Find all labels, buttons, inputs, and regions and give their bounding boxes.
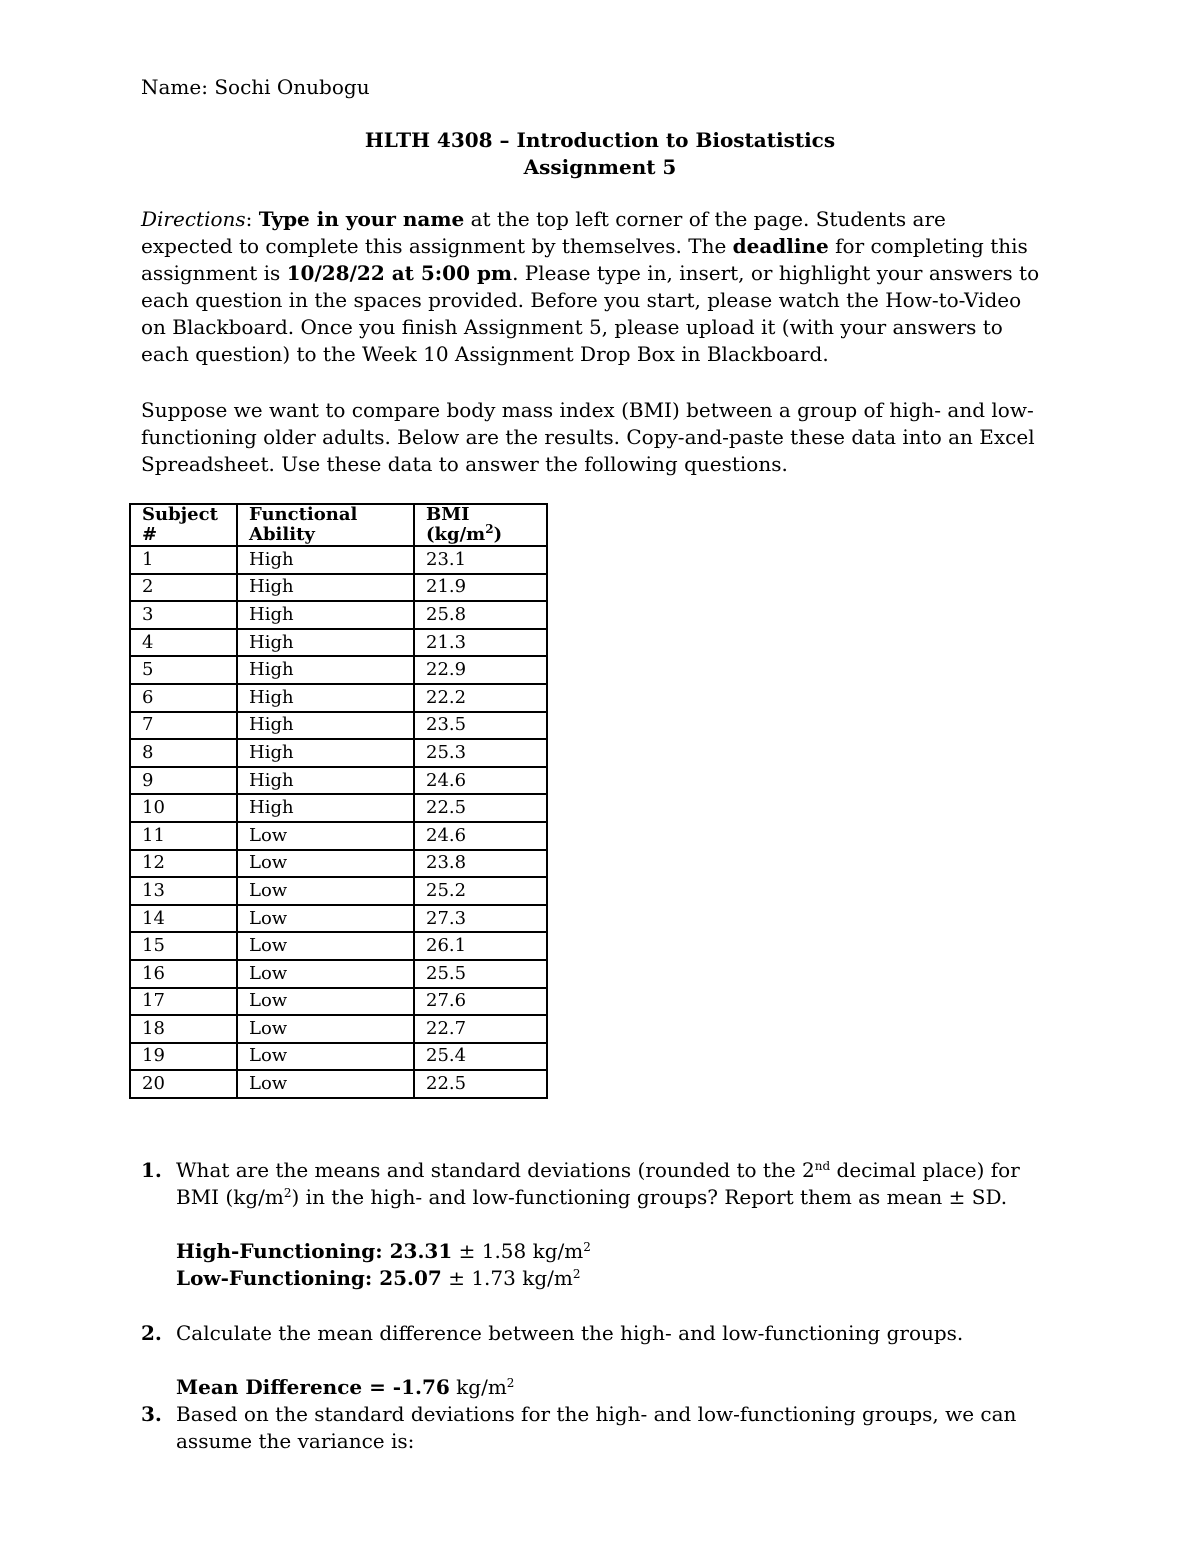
course-title: HLTH 4308 – Introduction to Biostatistics: [364, 128, 836, 152]
cell-functional-ability: High: [237, 712, 414, 740]
cell-subject: 2: [130, 574, 237, 602]
answer-value: kg/m: [449, 1375, 507, 1399]
directions-bold-name: Type in your name: [258, 207, 465, 231]
table-header-row: [130, 504, 547, 546]
question-number: 1.: [141, 1158, 162, 1182]
directions-bold-date: 10/28/22 at 5:00 pm: [286, 261, 513, 285]
cell-functional-ability: High: [237, 546, 414, 574]
cell-functional-ability: Low: [237, 1070, 414, 1098]
cell-bmi: 23.1: [414, 546, 547, 574]
cell-functional-ability: High: [237, 684, 414, 712]
question-1: [141, 1157, 1041, 1292]
cell-subject: 20: [130, 1070, 237, 1098]
question-number: 3.: [141, 1402, 162, 1426]
cell-subject: 4: [130, 629, 237, 657]
cell-subject: 17: [130, 988, 237, 1016]
cell-subject: 12: [130, 850, 237, 878]
cell-bmi: 26.1: [414, 932, 547, 960]
student-name: Name: Sochi Onubogu: [141, 75, 370, 99]
cell-bmi: 22.5: [414, 794, 547, 822]
cell-bmi: 27.3: [414, 905, 547, 933]
cell-subject: 9: [130, 767, 237, 795]
table-row: [130, 822, 547, 850]
cell-bmi: 22.7: [414, 1015, 547, 1043]
table-row: [130, 850, 547, 878]
question-text: Based on the standard deviations for the high- and low-functioning groups, we can assume the variance is:: [176, 1402, 1017, 1453]
intro-paragraph: Suppose we want to compare body mass index (BMI) between a group of high- and low-functioning older adults. Below are the results. Copy-and-paste these data into an Excel Spreadsheet. Use these data to answer the following questions.: [141, 398, 1035, 476]
cell-subject: 6: [130, 684, 237, 712]
cell-bmi: 21.3: [414, 629, 547, 657]
cell-functional-ability: Low: [237, 877, 414, 905]
table-row: [130, 684, 547, 712]
answer-value: ± 1.58 kg/m: [452, 1239, 584, 1263]
directions-text: . Please type in, insert, or highlight your answers to each question in the spaces provided. Before you start, please watch the How-to-Video on Blackboard. Once you finish Assignment 5, please upload it (with your answers to each question) to the Week 10 Assignment Drop Box in Blackboard.: [141, 261, 1040, 366]
directions-bold-deadline: deadline: [732, 234, 829, 258]
q1-text-part: What are the means and standard deviations (rounded to the 2: [176, 1158, 815, 1182]
q1-sup: nd: [814, 1159, 831, 1173]
directions-text: at the top left corner of the page. Students are expected to complete this assignment by themselves. The: [141, 207, 946, 258]
table-body: [130, 546, 547, 1098]
question-text: Calculate the mean difference between the high- and low-functioning groups.: [176, 1321, 964, 1345]
directions-paragraph: [141, 206, 1041, 368]
answer-low: [176, 1265, 1041, 1292]
assignment-number: Assignment 5: [523, 155, 677, 179]
cell-bmi: 24.6: [414, 767, 547, 795]
cell-functional-ability: Low: [237, 988, 414, 1016]
answer-mean-difference: [176, 1374, 1041, 1401]
cell-bmi: 22.9: [414, 656, 547, 684]
cell-bmi: 23.8: [414, 850, 547, 878]
cell-bmi: 22.2: [414, 684, 547, 712]
cell-subject: 19: [130, 1043, 237, 1071]
cell-subject: 1: [130, 546, 237, 574]
table-row: [130, 988, 547, 1016]
q1-sup: 2: [283, 1186, 292, 1200]
directions-text: :: [245, 207, 259, 231]
table-row: [130, 877, 547, 905]
q1-text-part: decimal place) for BMI (kg/m: [176, 1158, 1020, 1209]
cell-functional-ability: High: [237, 767, 414, 795]
cell-bmi: 21.9: [414, 574, 547, 602]
cell-subject: 18: [130, 1015, 237, 1043]
table-row: [130, 739, 547, 767]
cell-subject: 11: [130, 822, 237, 850]
answer-label: Mean Difference = -1.76: [176, 1375, 450, 1399]
header-functional-ability: Functional Ability: [237, 504, 414, 546]
cell-functional-ability: Low: [237, 850, 414, 878]
table-row: [130, 1070, 547, 1098]
answer-label: High-Functioning: 23.31: [176, 1239, 453, 1263]
question-3: [141, 1401, 1041, 1455]
cell-subject: 13: [130, 877, 237, 905]
answer-value: ± 1.73 kg/m: [441, 1266, 573, 1290]
header-bmi-close: ): [493, 524, 503, 545]
assignment-title: [0, 127, 1200, 181]
directions-label: Directions: [141, 207, 246, 231]
question-number: 2.: [141, 1321, 162, 1345]
answer-high: [176, 1238, 1041, 1265]
table-row: [130, 712, 547, 740]
cell-bmi: 27.6: [414, 988, 547, 1016]
cell-bmi: 25.8: [414, 601, 547, 629]
table-row: [130, 1015, 547, 1043]
header-subject: Subject #: [130, 504, 237, 546]
table-row: [130, 932, 547, 960]
cell-bmi: 25.4: [414, 1043, 547, 1071]
cell-functional-ability: High: [237, 601, 414, 629]
cell-subject: 5: [130, 656, 237, 684]
cell-functional-ability: Low: [237, 960, 414, 988]
cell-functional-ability: High: [237, 739, 414, 767]
q1-text-part: ) in the high- and low-functioning groups? Report them as mean ± SD.: [291, 1185, 1008, 1209]
cell-functional-ability: Low: [237, 932, 414, 960]
cell-functional-ability: Low: [237, 1043, 414, 1071]
cell-functional-ability: Low: [237, 822, 414, 850]
cell-functional-ability: High: [237, 629, 414, 657]
cell-subject: 8: [130, 739, 237, 767]
answer-sup: 2: [506, 1376, 515, 1390]
table-row: [130, 601, 547, 629]
cell-subject: 15: [130, 932, 237, 960]
table-row: [130, 905, 547, 933]
table-row: [130, 546, 547, 574]
header-bmi-sup: 2: [485, 522, 494, 536]
cell-functional-ability: Low: [237, 1015, 414, 1043]
cell-bmi: 24.6: [414, 822, 547, 850]
cell-functional-ability: High: [237, 574, 414, 602]
cell-subject: 3: [130, 601, 237, 629]
table-row: [130, 656, 547, 684]
cell-subject: 16: [130, 960, 237, 988]
directions-text: for completing this assignment is: [141, 234, 1028, 285]
answer-label: Low-Functioning: 25.07: [176, 1266, 442, 1290]
cell-bmi: 25.3: [414, 739, 547, 767]
bmi-data-table: [129, 503, 548, 1099]
table-row: [130, 629, 547, 657]
table-row: [130, 1043, 547, 1071]
cell-bmi: 25.5: [414, 960, 547, 988]
question-text: [176, 1157, 1041, 1211]
cell-bmi: 25.2: [414, 877, 547, 905]
cell-bmi: 22.5: [414, 1070, 547, 1098]
cell-functional-ability: High: [237, 794, 414, 822]
cell-subject: 7: [130, 712, 237, 740]
table-row: [130, 794, 547, 822]
table-row: [130, 574, 547, 602]
header-bmi-text: BMI (kg/m: [426, 504, 486, 545]
question-2: [141, 1320, 1041, 1401]
cell-functional-ability: Low: [237, 905, 414, 933]
cell-bmi: 23.5: [414, 712, 547, 740]
answer-sup: 2: [572, 1267, 581, 1281]
cell-subject: 10: [130, 794, 237, 822]
answer-sup: 2: [583, 1240, 591, 1254]
cell-functional-ability: High: [237, 656, 414, 684]
cell-subject: 14: [130, 905, 237, 933]
header-bmi: [414, 504, 547, 546]
table-row: [130, 767, 547, 795]
table-row: [130, 960, 547, 988]
